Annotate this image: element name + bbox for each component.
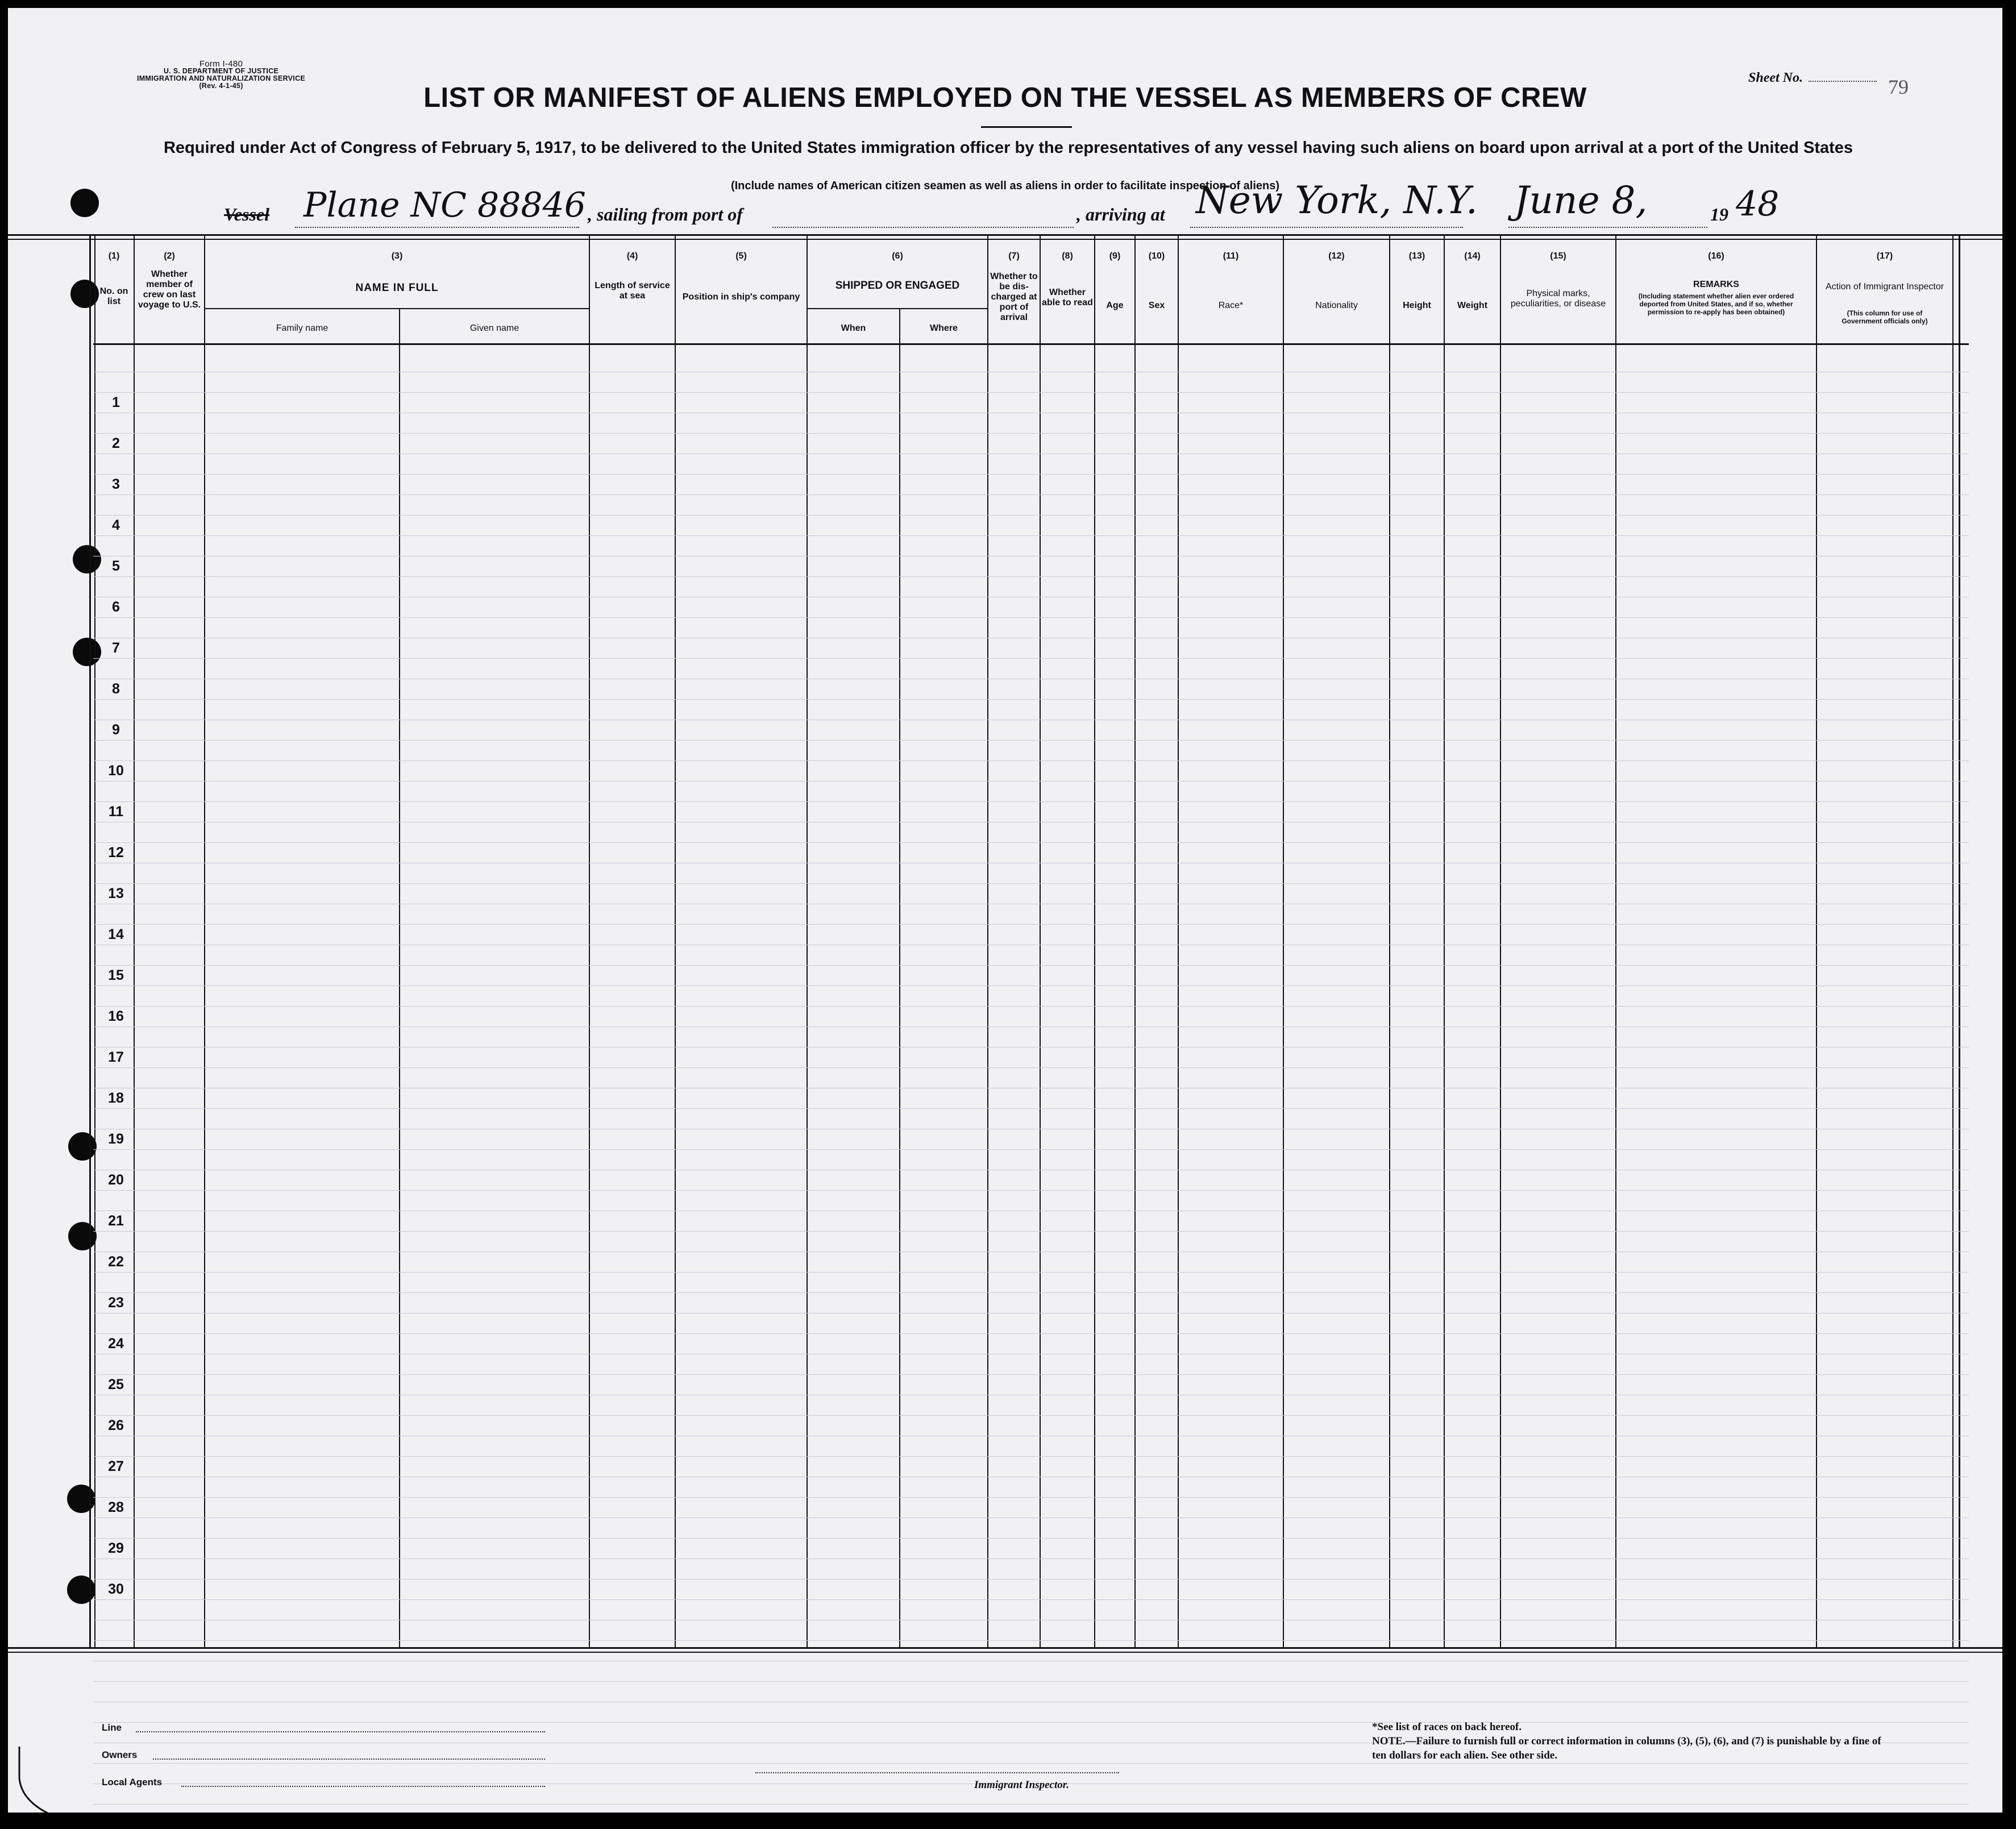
line-label: Line xyxy=(102,1722,122,1733)
row-number: 24 xyxy=(108,1336,124,1352)
ruled-line xyxy=(93,842,1969,843)
when-header: When xyxy=(841,323,866,333)
row-number: 18 xyxy=(108,1090,124,1106)
subtitle: Required under Act of Congress of February 5, 1917, to be delivered to the United States immigration officer by the representatives of any vessel having such aliens on board upon arrival at a port of the United States xyxy=(163,139,1853,157)
ruled-line xyxy=(93,801,1969,802)
row-number: 10 xyxy=(108,763,124,779)
col2-number: (2) xyxy=(164,251,175,261)
punch-hole xyxy=(70,189,99,217)
row-number: 15 xyxy=(108,967,124,983)
year-prefix: 19 xyxy=(1710,204,1728,225)
punch-hole xyxy=(68,1132,97,1161)
ruled-line xyxy=(93,1804,1969,1805)
arrival-date-value: June 8, xyxy=(1514,178,1648,222)
row-number: 27 xyxy=(108,1458,124,1474)
row-number: 6 xyxy=(112,599,120,615)
ruled-line xyxy=(93,474,1969,475)
ruled-line xyxy=(93,515,1969,516)
races-note: *See list of races on back hereof. xyxy=(1372,1721,1522,1733)
ruled-line xyxy=(93,576,1969,577)
footnotes xyxy=(1372,1720,1895,1763)
col9-number: (9) xyxy=(1109,251,1121,261)
row-number: 7 xyxy=(112,640,120,656)
row-number: 26 xyxy=(108,1418,124,1433)
ruled-line xyxy=(93,1333,1969,1334)
ruled-line xyxy=(93,1681,1969,1682)
year-value: 48 xyxy=(1736,184,1780,224)
given-name-header: Given name xyxy=(469,323,519,333)
ruled-line xyxy=(93,1006,1969,1007)
ruled-line xyxy=(93,1763,1969,1764)
row-number: 21 xyxy=(108,1213,124,1229)
col2-header: Whether member of crew on last voyage to U.S. xyxy=(138,269,201,310)
col7-header: Whether to be dis-charged at port of arrival xyxy=(990,272,1038,322)
col13-header: Height xyxy=(1403,301,1431,310)
arrival-port-value: New York, N.Y. xyxy=(1196,178,1478,222)
col17-header: Action of Immigrant Inspector xyxy=(1825,282,1944,292)
row-number: 12 xyxy=(108,845,124,861)
ruled-line xyxy=(93,1067,1969,1068)
where-header: Where xyxy=(930,323,958,333)
family-name-header: Family name xyxy=(276,323,329,333)
local-agents-label: Local Agents xyxy=(102,1777,163,1788)
col15-number: (15) xyxy=(1550,251,1566,261)
col16-note: (Including statement whether alien ever ordered deported from United States, and if so, whether permission to re-apply has been obtained) xyxy=(1638,292,1794,316)
ruled-line xyxy=(93,781,1969,782)
ruled-line xyxy=(93,617,1969,618)
ruled-line xyxy=(93,1108,1969,1109)
ruled-line xyxy=(93,699,1969,700)
col3-header: NAME IN FULL xyxy=(355,282,439,294)
immigrant-inspector-label: Immigrant Inspector. xyxy=(974,1779,1069,1791)
ruled-line xyxy=(93,760,1969,761)
penalty-note: NOTE.—Failure to furnish full or correct information in columns (3), (5), (6), and (7) is punishable by a fine of ten dollars for each alien. See other side. xyxy=(1372,1735,1881,1761)
ruled-line xyxy=(93,1292,1969,1293)
department: U. S. DEPARTMENT OF JUSTICE xyxy=(163,67,279,75)
col12-header: Nationality xyxy=(1315,301,1358,310)
row-number: 11 xyxy=(108,804,124,820)
ruled-line xyxy=(93,392,1969,393)
ruled-line xyxy=(93,740,1969,741)
page-title: LIST OR MANIFEST OF ALIENS EMPLOYED ON THE VESSEL AS MEMBERS OF CREW xyxy=(423,82,1587,113)
punch-hole xyxy=(67,1485,95,1513)
row-number: 30 xyxy=(108,1581,124,1597)
manifest-sheet xyxy=(8,8,2002,1813)
punch-hole xyxy=(67,1576,95,1604)
punch-hole xyxy=(68,1222,97,1250)
ruled-line xyxy=(93,1149,1969,1150)
vessel-label: Vessel xyxy=(224,204,269,225)
include-note: (Include names of American citizen seamen as well as aliens in order to facilitate inspection of aliens) xyxy=(730,180,1280,192)
row-number: 14 xyxy=(108,926,124,942)
ruled-line xyxy=(93,1190,1969,1191)
col10-number: (10) xyxy=(1148,251,1165,261)
row-number: 19 xyxy=(108,1131,124,1147)
row-number: 2 xyxy=(112,435,120,451)
ruled-line xyxy=(93,1640,1969,1641)
col17-number: (17) xyxy=(1876,251,1893,261)
col6-number: (6) xyxy=(892,251,903,261)
ruled-line xyxy=(93,1231,1969,1232)
ruled-line xyxy=(93,658,1969,659)
col8-number: (8) xyxy=(1062,251,1073,261)
sheet-number-value: 79 xyxy=(1888,76,1909,98)
col1-number: (1) xyxy=(108,251,120,261)
col4-header: Length of service at sea xyxy=(595,281,670,301)
col7-number: (7) xyxy=(1008,251,1020,261)
form-number: Form I-480 xyxy=(199,59,243,69)
ruled-line xyxy=(93,1374,1969,1375)
row-number: 29 xyxy=(108,1540,124,1556)
corner-fold-mark xyxy=(17,1744,57,1813)
ruled-line xyxy=(93,1272,1969,1273)
col6-header: SHIPPED OR ENGAGED xyxy=(835,280,960,292)
ruled-line xyxy=(93,1538,1969,1539)
col10-header: Sex xyxy=(1148,301,1165,310)
vessel-value: Plane NC 88846 xyxy=(304,185,586,225)
ruled-line xyxy=(93,883,1969,884)
col1-header: No. on list xyxy=(99,286,128,306)
col15-header: Physical marks, peculiarities, or disease xyxy=(1510,289,1606,309)
service: IMMIGRATION AND NATURALIZATION SERVICE xyxy=(136,74,306,82)
col3-number: (3) xyxy=(391,251,403,261)
row-number: 16 xyxy=(108,1008,124,1024)
sheet-label: Sheet No. xyxy=(1748,70,1803,85)
owners-label: Owners xyxy=(102,1749,138,1760)
col11-number: (11) xyxy=(1223,251,1239,261)
col17-note: (This column for use of Government officials only) xyxy=(1842,309,1928,325)
ruled-line xyxy=(93,1497,1969,1498)
title-underline xyxy=(981,126,1072,128)
col14-number: (14) xyxy=(1464,251,1481,261)
row-number: 3 xyxy=(112,476,120,492)
row-number: 8 xyxy=(112,681,120,697)
col8-header: Whether able to read xyxy=(1042,288,1093,307)
ruled-line xyxy=(93,1026,1969,1027)
row-number: 4 xyxy=(112,517,120,533)
row-number: 9 xyxy=(112,722,120,738)
col11-header: Race* xyxy=(1218,301,1244,310)
col12-number: (12) xyxy=(1328,251,1345,261)
ruled-line xyxy=(93,924,1969,925)
col9-header: Age xyxy=(1106,301,1124,310)
row-number: 20 xyxy=(108,1172,124,1188)
arriving-label: , arriving at xyxy=(1076,204,1165,225)
ruled-line xyxy=(93,1456,1969,1457)
row-number: 1 xyxy=(112,394,120,410)
ruled-line xyxy=(93,494,1969,495)
col16-number: (16) xyxy=(1708,251,1724,261)
ruled-line xyxy=(93,1558,1969,1559)
ruled-line xyxy=(93,433,1969,434)
col5-header: Position in ship's company xyxy=(682,292,800,302)
ruled-line xyxy=(93,1599,1969,1600)
col5-number: (5) xyxy=(735,251,747,261)
row-number: 25 xyxy=(108,1377,124,1392)
row-number: 23 xyxy=(108,1295,124,1311)
row-number: 28 xyxy=(108,1499,124,1515)
row-number: 5 xyxy=(112,558,120,574)
col16-header: REMARKS xyxy=(1693,280,1739,289)
sailing-label: , sailing from port of xyxy=(588,204,743,225)
row-number: 17 xyxy=(108,1049,124,1065)
col4-number: (4) xyxy=(626,251,638,261)
col13-number: (13) xyxy=(1408,251,1425,261)
ruled-line xyxy=(93,965,1969,966)
revision: (Rev. 4-1-45) xyxy=(199,82,243,90)
col14-header: Weight xyxy=(1457,301,1488,310)
row-number: 22 xyxy=(108,1254,124,1270)
ruled-line xyxy=(93,535,1969,536)
ruled-line xyxy=(93,1415,1969,1416)
row-number: 13 xyxy=(108,886,124,901)
